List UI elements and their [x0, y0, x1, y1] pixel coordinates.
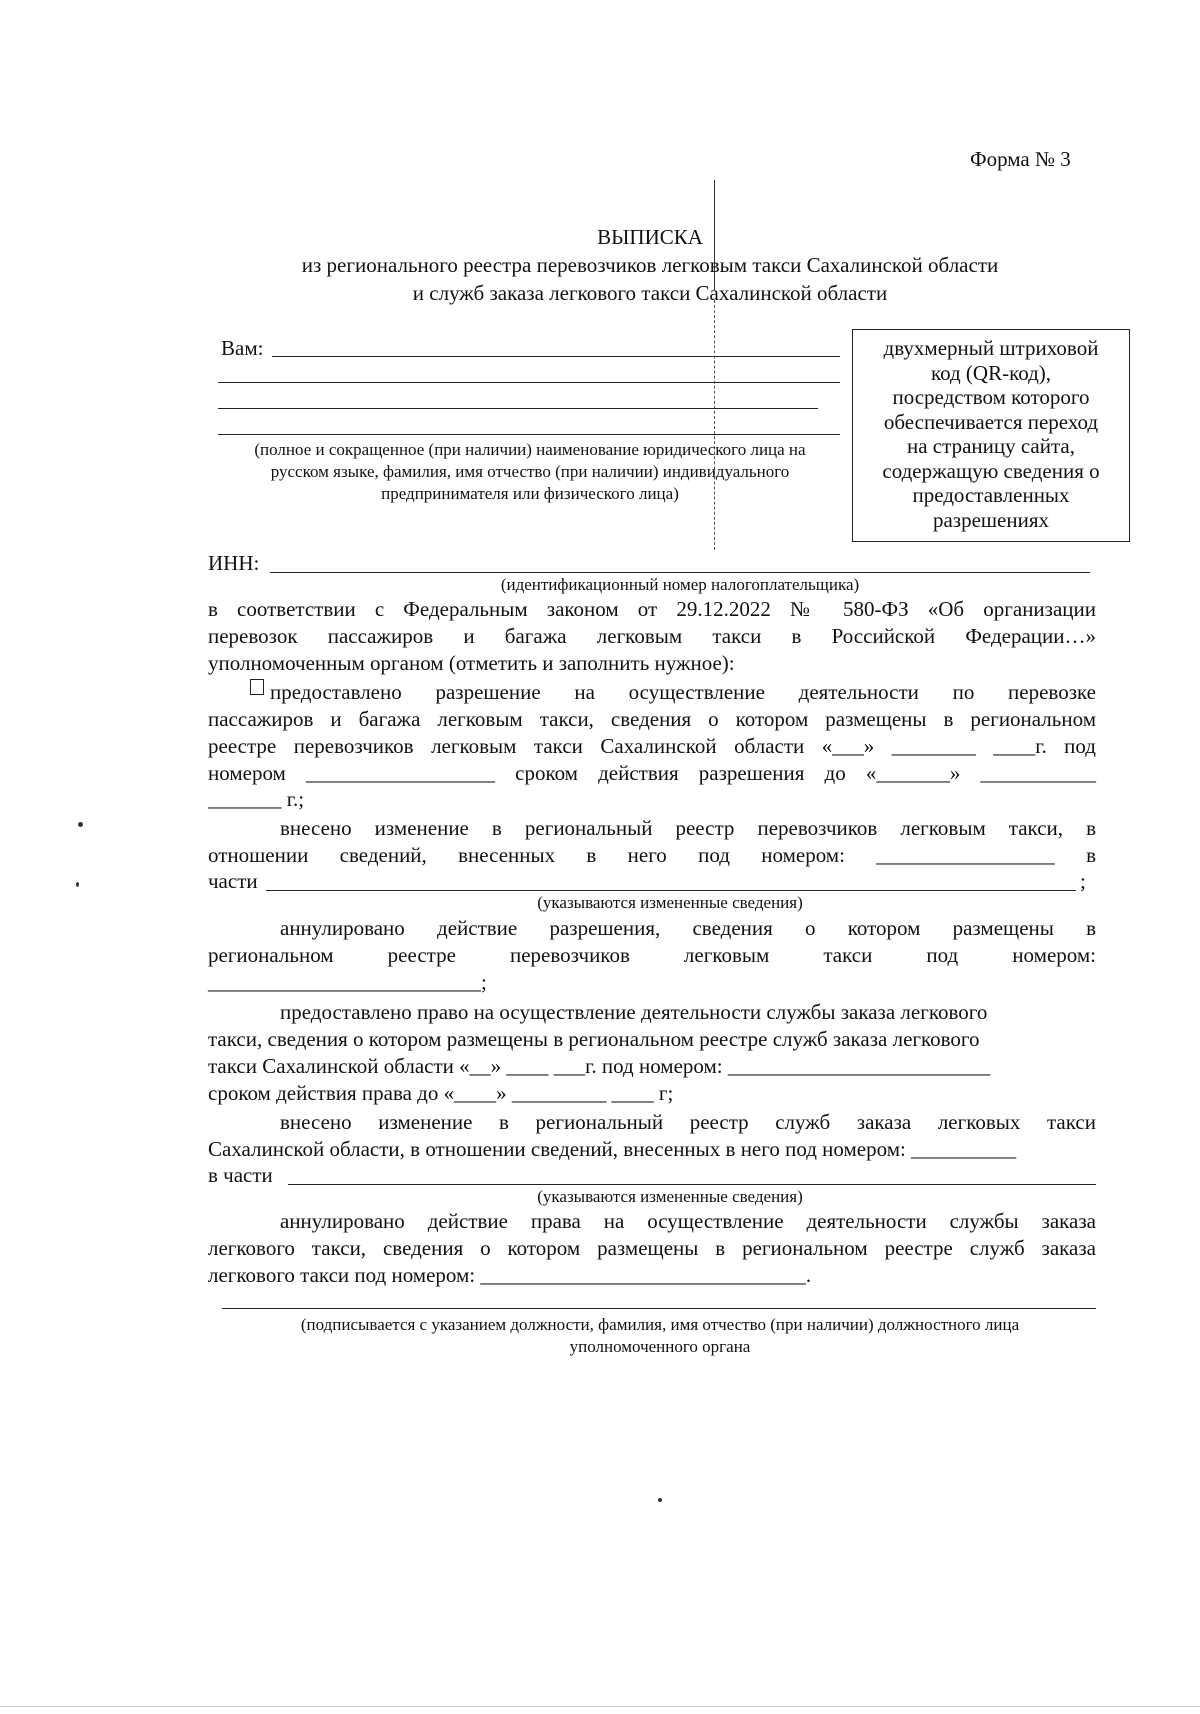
- item2-note: (указываются измененные сведения): [537, 893, 803, 912]
- scan-edge: [0, 1706, 1200, 1707]
- qr-box-line: обеспечивается переход: [883, 409, 1099, 434]
- item3-line2: региональном реестре перевозчиков легковым такси под номером:: [208, 943, 1096, 967]
- item1-line4: номером __________________ сроком действия разрешения до «_______» ___________: [208, 761, 1096, 785]
- scan-speck: [76, 882, 79, 887]
- inn-label: ИНН:: [208, 551, 260, 575]
- item5-line1: внесено изменение в региональный реестр служб заказа легковых такси: [280, 1110, 1096, 1134]
- item2-line3: части: [208, 869, 258, 893]
- recipient-field-line2[interactable]: [218, 382, 840, 383]
- scan-artifact-line: [714, 300, 715, 550]
- item4-line3: такси Сахалинской области «__» ____ ___г. под номером: _________________________: [208, 1054, 991, 1078]
- recipient-field-line1[interactable]: [272, 356, 840, 357]
- item6-line1: аннулировано действие права на осуществление деятельности службы заказа: [280, 1209, 1096, 1233]
- item2-semicolon: ;: [1080, 869, 1086, 893]
- item3-line1: аннулировано действие разрешения, сведения о котором размещены в: [280, 916, 1096, 940]
- item1-line3: реестре перевозчиков легковым такси Сахалинской области «___» ________ ____г. под: [208, 734, 1096, 758]
- item1-first-line: [250, 679, 1096, 705]
- signature-note-line2: уполномоченного органа: [569, 1337, 751, 1356]
- item3-line3: __________________________;: [208, 970, 487, 994]
- item4-line2: такси, сведения о котором размещены в региональном реестре служб заказа легкового: [208, 1027, 980, 1051]
- qr-code-placeholder-box: [852, 329, 1130, 542]
- item5-line2: Сахалинской области, в отношении сведений, внесенных в него под номером: __________: [208, 1137, 1017, 1161]
- form-number: Форма № 3: [970, 147, 1071, 171]
- qr-box-line: содержащую сведения о: [882, 458, 1100, 483]
- document-subtitle-line1: из регионального реестра перевозчиков легковым такси Сахалинской области: [301, 253, 999, 277]
- item6-line2: легкового такси, сведения о котором размещены в региональном реестре служб заказа: [208, 1236, 1096, 1260]
- item2-change-field[interactable]: [266, 890, 1076, 891]
- recipient-note-line3: предпринимателя или физического лица): [381, 484, 679, 503]
- qr-box-line: разрешениях: [932, 507, 1050, 532]
- item1-line1: предоставлено разрешение на осуществление деятельности по перевозке: [270, 680, 1096, 704]
- scan-speck: [78, 822, 83, 827]
- item1-line2: пассажиров и багажа легковым такси, сведения о котором размещены в региональном: [208, 707, 1096, 731]
- item1-checkbox[interactable]: [250, 679, 264, 695]
- intro-line2: перевозок пассажиров и багажа легковым такси в Российской Федерации…»: [208, 624, 1096, 648]
- qr-box-line: код (QR-код),: [930, 360, 1052, 385]
- item5-line3: в части: [208, 1163, 273, 1187]
- inn-note: (идентификационный номер налогоплательщика): [500, 575, 860, 594]
- signature-note-line1: (подписывается с указанием должности, фамилия, имя отчество (при наличии) должностного лица: [300, 1315, 1020, 1334]
- item6-line3: легкового такси под номером: _______________________________.: [208, 1263, 812, 1287]
- item5-change-field[interactable]: [288, 1184, 1096, 1185]
- document-title: ВЫПИСКА: [597, 225, 703, 249]
- recipient-field-line3[interactable]: [218, 408, 818, 409]
- item5-note: (указываются измененные сведения): [537, 1187, 803, 1206]
- item2-line1: внесено изменение в региональный реестр перевозчиков легковым такси, в: [280, 816, 1096, 840]
- recipient-note-line1: (полное и сокращенное (при наличии) наименование юридического лица на: [254, 440, 806, 459]
- signature-line[interactable]: [222, 1308, 1096, 1309]
- intro-line1: в соответствии с Федеральным законом от 29.12.2022 № 580-ФЗ «Об организации: [208, 597, 1096, 621]
- qr-box-line: предоставленных: [912, 483, 1070, 507]
- inn-field[interactable]: [270, 572, 1090, 573]
- item1-line5: _______ г.;: [208, 787, 305, 811]
- recipient-field-line4[interactable]: [218, 434, 840, 435]
- intro-line3: уполномоченным органом (отметить и заполнить нужное):: [208, 651, 735, 675]
- recipient-label: Вам:: [221, 336, 264, 360]
- qr-box-line: посредством которого: [892, 385, 1090, 409]
- item4-line1: предоставлено право на осуществление деятельности службы заказа легкового: [280, 1000, 988, 1024]
- item2-line2: отношении сведений, внесенных в него под номером: _________________ в: [208, 843, 1096, 867]
- item4-line4: сроком действия права до «____» _________ ____ г;: [208, 1081, 674, 1105]
- qr-box-line: двухмерный штриховой: [883, 336, 1099, 360]
- recipient-note-line2: русском языке, фамилия, имя отчество (при наличии) индивидуального: [270, 462, 790, 481]
- qr-box-line: на страницу сайта,: [907, 434, 1075, 458]
- document-subtitle-line2: и служб заказа легкового такси Сахалинской области: [412, 281, 888, 305]
- scan-speck: [658, 1498, 662, 1502]
